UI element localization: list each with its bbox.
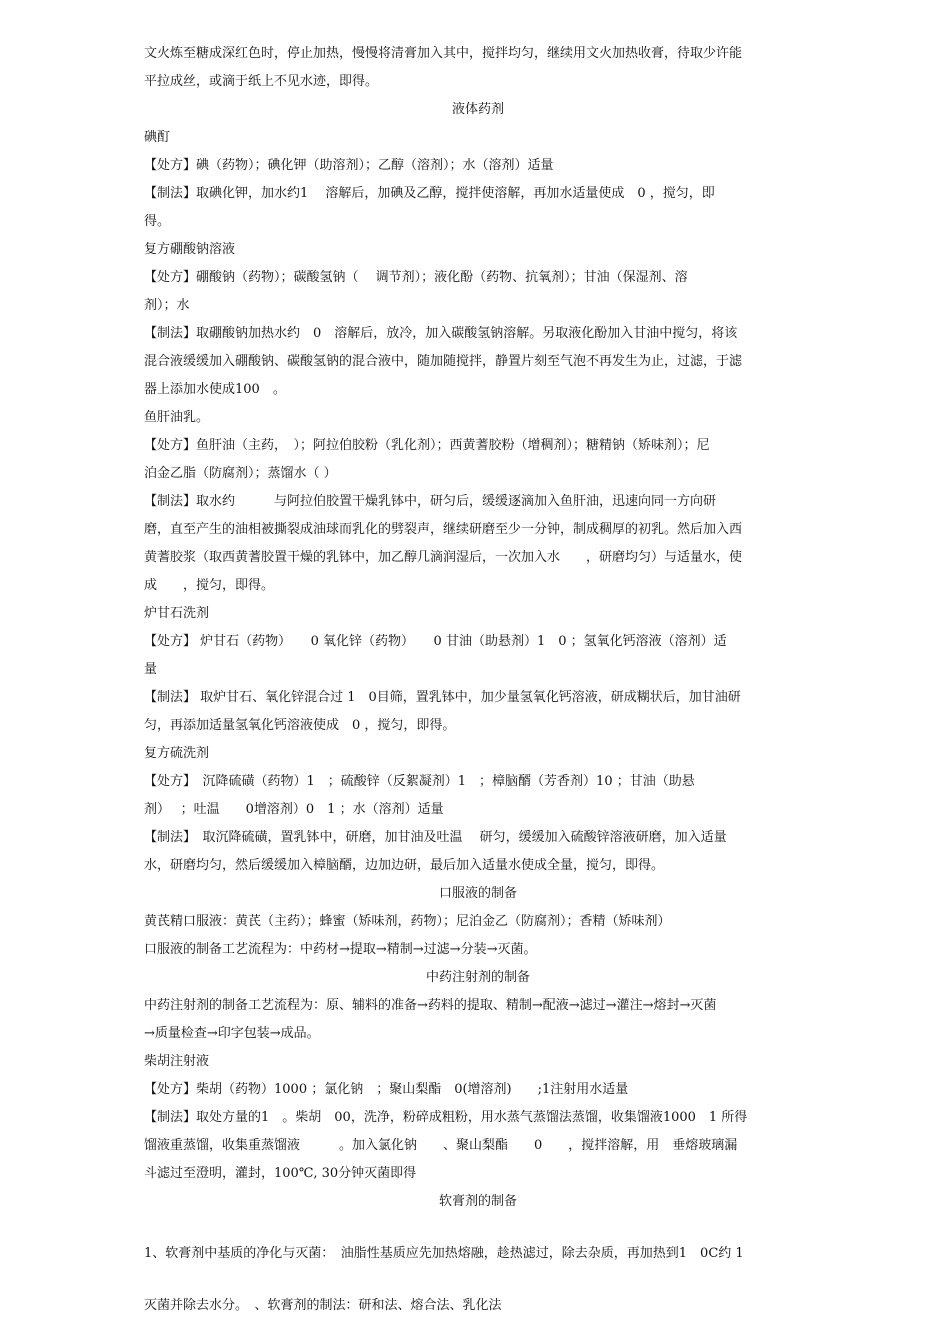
section-heading: 口服液的制备	[438, 886, 517, 901]
section-heading: 液体药剂	[451, 102, 504, 117]
text-line: 复方硼酸钠溶液	[144, 242, 236, 257]
text-line: 【处方】硼酸钠（药物）；碳酸氢钠（ 调节剂）；液化酚（药物、抗氧剂）；甘油（保湿剂、溶	[144, 270, 688, 285]
text-line: 鱼肝油乳。	[144, 410, 210, 425]
text-line: 斗滤过至澄明，灌封，100℃, 30分钟灭菌即得	[144, 1166, 417, 1181]
section-heading: 软膏剂的制备	[438, 1194, 517, 1209]
text-line: 炉甘石洗剂	[144, 606, 210, 621]
text-line: →质量检查→印字包装→成品。	[144, 1026, 320, 1041]
paragraph-spacer	[144, 1268, 812, 1292]
text-line: 黄蓍胶浆（取西黄蓍胶置干燥的乳钵中，加乙醇几滴润湿后，一次加入水 ，研磨均匀）与适量水，使	[144, 550, 743, 565]
text-line: 得。	[144, 214, 171, 229]
text-line: 水，研磨均匀，然后缓缓加入樟脑醑，边加边研，最后加入适量水使成全量，搅匀，即得。	[144, 858, 665, 873]
text-line: 成 ，搅匀，即得。	[144, 578, 275, 593]
text-line: 【制法】取处方量的1 。柴胡 00，洗净，粉碎成粗粉，用水蒸气蒸馏法蒸馏，收集馏液1000 1 所得	[144, 1110, 748, 1125]
text-line: 【处方】 炉甘石（药物） 0 氧化锌（药物） 0 甘油（助悬剂）1 0 ；氢氧化钙溶液（溶剂）适	[144, 634, 727, 649]
text-line: 剂） ；吐温 0增溶剂）0 1 ；水（溶剂）适量	[144, 802, 444, 817]
text-line: 【制法】 取沉降硫磺，置乳钵中，研磨，加甘油及吐温 研匀，缓缓加入硫酸锌溶液研磨，加入适量	[144, 830, 727, 845]
text-line: 文火炼至糖成深红色时，停止加热，慢慢将清膏加入其中，搅拌均匀，继续用文火加热收膏，待取少许能	[144, 46, 743, 61]
text-line: 剂）；水	[144, 298, 190, 313]
text-line: 灭菌并除去水分。 、软膏剂的制法：研和法、熔合法、乳化法	[144, 1298, 502, 1313]
text-line: 碘酊	[144, 130, 171, 145]
text-line: 平拉成丝，或滴于纸上不见水迹，即得。	[144, 74, 379, 89]
text-line: 中药注射剂的制备工艺流程为：原、辅料的准备→药料的提取、精制→配液→滤过→灌注→熔封→灭菌	[144, 998, 717, 1013]
text-line: 馏液重蒸馏，收集重蒸馏液 。加入氯化钠 、聚山梨酯 0 ，搅拌溶解，用 垂熔玻璃漏	[144, 1138, 738, 1153]
text-line: 【处方】鱼肝油（主药， ）；阿拉伯胶粉（乳化剂）；西黄蓍胶粉（增稠剂）；糖精钠（矫味剂）；尼	[144, 438, 710, 453]
text-line: 1、软膏剂中基质的净化与灭菌： 油脂性基质应先加热熔融，趁热滤过，除去杂质，再加热到1 0C约 1	[144, 1246, 744, 1261]
text-line: 磨，直至产生的油相被撕裂成油球而乳化的劈裂声，继续研磨至少一分钟，制成稠厚的初乳。然后加入西	[144, 522, 743, 537]
text-line: 【制法】取水约 与阿拉伯胶置干燥乳钵中，研匀后，缓缓逐滴加入鱼肝油，迅速向同一方向研	[144, 494, 717, 509]
text-line: 【制法】 取炉甘石、氧化锌混合过 1 0目筛，置乳钵中，加少量氢氧化钙溶液，研成糊状后，加甘油研	[144, 690, 741, 705]
text-line: 量	[144, 662, 158, 677]
text-line: 泊金乙脂（防腐剂）；蒸馏水（ ）	[144, 466, 337, 481]
text-line: 黄芪精口服液：黄芪（主药）；蜂蜜（矫味剂，药物）；尼泊金乙（防腐剂）；香精（矫味剂）	[144, 914, 671, 929]
document-page	[144, 40, 812, 1320]
text-line: 【制法】取硼酸钠加热水约 0 溶解后，放冷，加入碳酸氢钠溶解。另取液化酚加入甘油中搅匀，将该	[144, 326, 738, 341]
text-line: 混合液缓缓加入硼酸钠、碳酸氢钠的混合液中，随加随搅拌，静置片刻至气泡不再发生为止，过滤，于滤	[144, 354, 743, 369]
text-line: 口服液的制备工艺流程为：中药材→提取→精制→过滤→分装→灭菌。	[144, 942, 537, 957]
text-line: 【制法】取碘化钾，加水约1 溶解后，加碘及乙醇，搅拌使溶解，再加水适量使成 0 ，搅匀，即	[144, 186, 715, 201]
text-line: 器上添加水使成100 。	[144, 382, 286, 397]
text-line: 【处方】碘（药物）；碘化钾（助溶剂）；乙醇（溶剂）；水（溶剂）适量	[144, 158, 554, 173]
text-line: 匀，再添加适量氢氧化钙溶液使成 0 ，搅匀，即得。	[144, 718, 456, 733]
text-line: 柴胡注射液	[144, 1054, 210, 1069]
paragraph-spacer	[144, 1216, 812, 1240]
text-line: 【处方】柴胡（药物）1000 ；氯化钠 ；聚山梨酯 0(增溶剂) ;1注射用水适量	[144, 1082, 629, 1097]
text-line: 复方硫洗剂	[144, 746, 210, 761]
section-heading: 中药注射剂的制备	[425, 970, 530, 985]
text-line: 【处方】 沉降硫磺（药物）1 ；硫酸锌（反絮凝剂）1 ；樟脑醑（芳香剂）10 ；甘油（助悬	[144, 774, 695, 789]
